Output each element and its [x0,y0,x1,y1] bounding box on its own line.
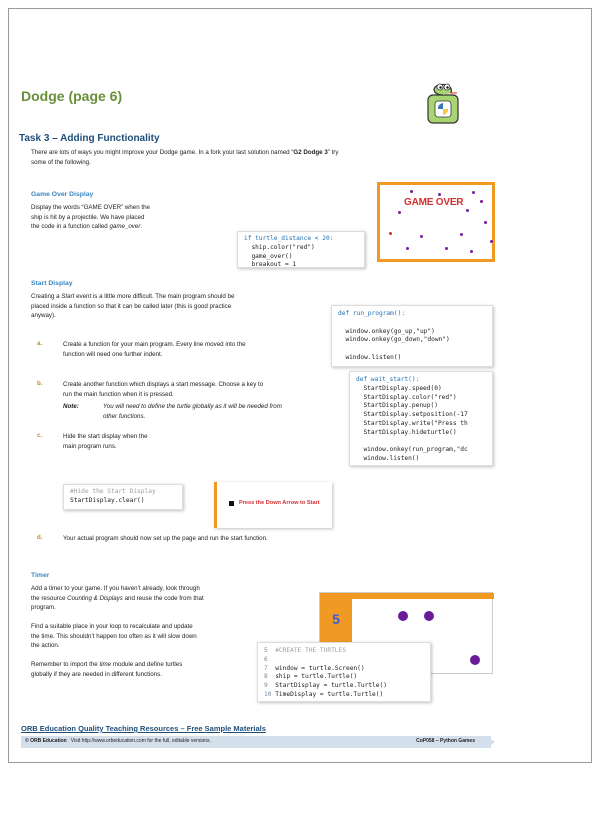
timer-p3: program. [31,604,56,611]
projectile-dot [410,190,413,193]
projectile-dot [472,191,475,194]
ws-code-10: window.listen() [356,455,420,463]
step-a-line-2: function will need one further indent. [63,350,163,358]
start-screen-screenshot [214,482,332,528]
note-label: Note: [63,403,79,410]
projectile-dot [420,235,423,238]
rp-code-3: window.onkey(go_up,"up") [338,327,435,335]
go-code-2: ship.color("red") [244,243,315,251]
ship-square-icon [229,501,234,506]
page-title: Dodge (page 6) [21,88,123,104]
step-c-line-2: main program runs. [63,442,117,450]
footer-title: ORB Education Quality Teaching Resources – Free Sample Materials [21,724,266,733]
sd-p3: anyway). [31,312,56,319]
task-heading: Task 3 – Adding Functionality [19,133,160,144]
timer-p7-em: time [99,661,112,668]
hs-code-1: #Hide the Start Display [70,488,156,495]
timer-p2a: the resource [31,594,68,602]
note-text [103,402,323,421]
projectile-dot [484,221,487,224]
run-program-code [331,305,493,367]
go-code-1: if turtle_distance < 20: [244,235,334,242]
page [8,8,592,763]
code-line: TimeDisplay = turtle.Turtle() [275,690,384,698]
start-screen-text: Press the Down Arrow to Start [239,500,320,506]
footer-arrow-icon [487,736,495,748]
code-line: StartDisplay = turtle.Turtle() [275,682,387,690]
game-over-screenshot [377,182,495,262]
line-number: 9 [264,682,268,690]
footer-copyright: © ORB Education [25,738,67,744]
line-number: 8 [264,673,268,681]
projectile-dot [398,211,401,214]
projectile-dot [470,655,480,665]
intro-text-b: ” try [327,149,339,156]
start-display-heading: Start Display [31,280,73,287]
projectile-dot [398,611,408,621]
timer-heading: Timer [31,572,50,579]
game-over-line-1: Display the words “GAME OVER” when the [31,204,150,211]
step-d-letter: d. [37,534,43,541]
step-a-letter: a. [37,340,43,347]
ws-code-9: window.onkey(run_program,"dc [356,446,468,454]
timer-p2b: and reuse the code from that [122,594,204,602]
game-over-line-3b: . [140,223,143,230]
step-b-line-2: run the main function when it is pressed. [63,390,174,398]
timer-p2-em: Counting & Displays [67,594,123,602]
ws-code-1: def wait_start(): [356,376,420,383]
ws-code-5: StartDisplay.setposition(-17 [356,411,468,419]
code-line: ship = turtle.Turtle() [275,673,358,681]
projectile-dot [466,209,469,212]
rp-code-1: def run_program(): [338,310,406,317]
sd-p1b: event is a little more difficult. The main program should be [74,293,235,300]
game-over-paragraph [31,203,221,232]
line-number: 10 [264,690,272,698]
projectile-dot [480,200,483,203]
step-a-text [63,340,313,359]
sd-p2: placed inside a function so that it can be called later (this is good practice [31,302,232,310]
game-over-fn-name: game_over [109,223,141,230]
footer-visit: Visit http://www.orbeducation.com for the full, editable versions. [70,738,211,744]
step-b-letter: b. [37,380,43,387]
line-number: 6 [264,655,268,663]
step-a-line-1: Create a function for your main program. Every line moved into the [63,341,246,348]
hs-code-2: StartDisplay.clear() [70,496,145,504]
footer-bar [21,736,491,748]
ws-code-7: StartDisplay.hideturtle() [356,428,457,436]
line-number: 7 [264,664,268,672]
intro-bold: G2 Dodge 3 [293,149,328,156]
note-line-2: other functions. [103,412,146,420]
timer-p8: globally if they are needed in different functions. [31,670,162,678]
step-c-line-1: Hide the start display when the [63,433,148,440]
footer-code: CoP058 – Python Games [416,738,475,744]
game-over-screen-text: GAME OVER [404,197,464,208]
projectile-dot [406,247,409,250]
timer-p5: the time. This shouldn’t happen too often as it will slow down [31,632,197,640]
ws-code-6: StartDisplay.write("Press th [356,419,468,427]
projectile-dot [438,193,441,196]
sd-p1a: Creating a [31,293,62,300]
projectile-dot [470,250,473,253]
game-over-heading: Game Over Display [31,191,94,198]
timer-p7a: Remember to import the [31,661,100,668]
timer-p7b: module and define turtles [111,661,183,668]
code-line: window = turtle.Screen() [275,664,365,672]
sd-p1-em: Start [61,293,75,300]
step-d-text: Your actual program should now set up the page and run the start function. [63,535,268,542]
projectile-dot [424,611,434,621]
start-display-paragraph [31,292,321,321]
game-over-code [237,231,365,268]
wait-start-code [349,371,493,466]
line-number: 5 [264,647,268,654]
rp-code-6: window.listen() [338,353,402,361]
hide-start-code [63,484,183,510]
go-code-3: game_over() [244,252,293,260]
ws-code-3: StartDisplay.color("red") [356,393,457,401]
step-b-line-1: Create another function which displays a start message. Choose a key to [63,381,264,388]
game-over-line-2: ship is hit by a projectile. We have placed [31,213,145,221]
intro-text-c: some of the following. [31,158,91,166]
step-b-text [63,380,323,399]
code-line: #CREATE THE TURTLES [275,647,346,654]
intro-paragraph [31,148,501,167]
projectile-dot [490,240,493,243]
projectile-dot [445,247,448,250]
ws-code-4: StartDisplay.penup() [356,402,438,410]
timer-p4: Find a suitable place in your loop to recalculate and update [31,623,193,630]
go-code-4: breakout = 1 [244,261,297,268]
footer-left [25,738,211,744]
rp-code-4: window.onkey(go_down,"down") [338,336,450,344]
projectile-dot [460,233,463,236]
timer-paragraph [31,584,281,679]
intro-text-a: There are lots of ways you might improve your Dodge game. In a fork your last solution named “ [31,149,294,156]
step-c-text [63,432,213,451]
turtles-code [257,642,431,702]
timer-p6: the action. [31,642,60,649]
snake-logo-icon [419,79,469,127]
ws-code-2: StartDisplay.speed(0) [356,384,442,392]
ship-dot [389,232,392,235]
step-c-letter: c. [37,432,43,439]
note-line-1: You will need to define the turtle globally as it will be needed from [103,403,282,410]
timer-value: 5 [320,599,352,654]
timer-p1: Add a timer to your game. If you haven’t already, look through [31,585,200,592]
game-over-line-3a: the code in a function called [31,223,110,230]
